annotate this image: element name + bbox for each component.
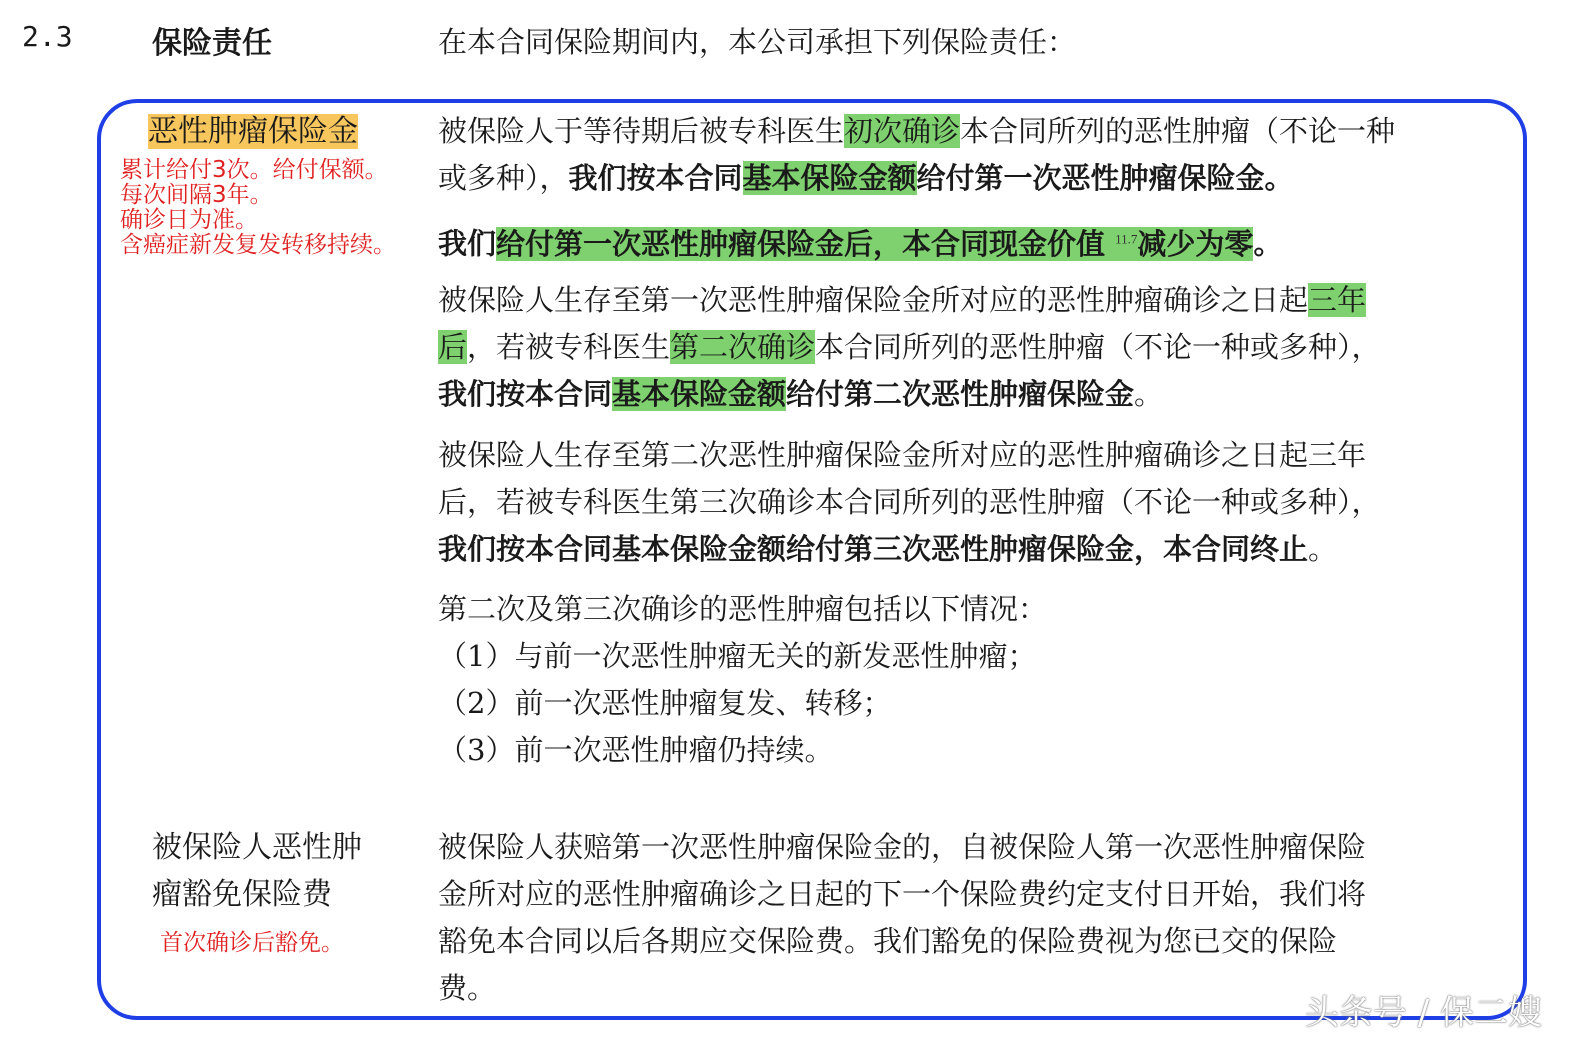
section-title: 保险责任 bbox=[152, 26, 272, 61]
highlight-first-diagnosis: 初次确诊 bbox=[844, 114, 961, 148]
list-item: （2）前一次恶性肿瘤复发、转移； bbox=[438, 686, 892, 720]
benefit1-p1-line2: 或多种），我们按本合同基本保险金额给付第一次恶性肿瘤保险金。 bbox=[438, 161, 1294, 195]
benefit1-p3-line1: 被保险人生存至第一次恶性肿瘤保险金所对应的恶性肿瘤确诊之日起三年 bbox=[438, 283, 1367, 317]
benefit2-note: 首次确诊后豁免。 bbox=[160, 930, 344, 956]
benefit1-p3-line2: 后，若被专科医生第二次确诊本合同所列的恶性肿瘤（不论一种或多种）， bbox=[438, 330, 1381, 364]
benefit1-note-4: 含癌症新发复发转移持续。 bbox=[120, 232, 396, 258]
highlight-basic-sum: 基本保险金额 bbox=[742, 161, 917, 195]
highlight-cash-value: 给付第一次恶性肿瘤保险金后，本合同现金价值 $^{11.7}$减少为零 bbox=[496, 226, 1254, 261]
benefit1-note-2: 每次间隔3年。 bbox=[120, 182, 273, 208]
highlight-basic-sum-2: 基本保险金额 bbox=[612, 377, 787, 411]
list-item: （3）前一次恶性肿瘤仍持续。 bbox=[438, 733, 834, 767]
benefit1-note-1: 累计给付3次。给付保额。 bbox=[120, 157, 388, 183]
benefit1-p4-line2: 后，若被专科医生第三次确诊本合同所列的恶性肿瘤（不论一种或多种）， bbox=[438, 485, 1381, 519]
list-item: （1）与前一次恶性肿瘤无关的新发恶性肿瘤； bbox=[438, 639, 1037, 673]
benefit1-p4-line1: 被保险人生存至第二次恶性肿瘤保险金所对应的恶性肿瘤确诊之日起三年 bbox=[438, 438, 1367, 472]
benefit2-line4: 费。 bbox=[438, 971, 497, 1005]
section-intro: 在本合同保险期间内，本公司承担下列保险责任： bbox=[438, 25, 1077, 59]
benefit2-line1: 被保险人获赔第一次恶性肿瘤保险金的，自被保险人第一次恶性肿瘤保险 bbox=[438, 830, 1367, 864]
footnote-ref: 11.7 bbox=[1115, 231, 1138, 246]
highlight-three-years: 三年 bbox=[1308, 283, 1367, 317]
benefit2-line3: 豁免本合同以后各期应交保险费。我们豁免的保险费视为您已交的保险 bbox=[438, 924, 1338, 958]
benefit1-p3-line3: 我们按本合同基本保险金额给付第二次恶性肿瘤保险金。 bbox=[438, 377, 1164, 411]
benefit1-note-3: 确诊日为准。 bbox=[120, 207, 258, 233]
watermark: 头条号 / 保二嫂 bbox=[1304, 993, 1542, 1033]
benefit1-p5-intro: 第二次及第三次确诊的恶性肿瘤包括以下情况： bbox=[438, 592, 1048, 626]
benefit2-title-line2: 瘤豁免保险费 bbox=[152, 877, 332, 912]
benefit2-title-line1: 被保险人恶性肿 bbox=[152, 830, 362, 865]
benefit1-p2: 我们给付第一次恶性肿瘤保险金后，本合同现金价值 $^{11.7}$减少为零。 bbox=[438, 226, 1283, 261]
benefit2-line2: 金所对应的恶性肿瘤确诊之日起的下一个保险费约定支付日开始，我们将 bbox=[438, 877, 1367, 911]
highlight-second-diagnosis: 第二次确诊 bbox=[670, 330, 816, 364]
benefit1-p4-line3: 我们按本合同基本保险金额给付第三次恶性肿瘤保险金，本合同终止。 bbox=[438, 532, 1338, 566]
benefit1-p1-line1: 被保险人于等待期后被专科医生初次确诊本合同所列的恶性肿瘤（不论一种 bbox=[438, 114, 1396, 148]
section-number: 2.3 bbox=[22, 20, 73, 53]
benefit1-title: 恶性肿瘤保险金 bbox=[148, 114, 358, 149]
